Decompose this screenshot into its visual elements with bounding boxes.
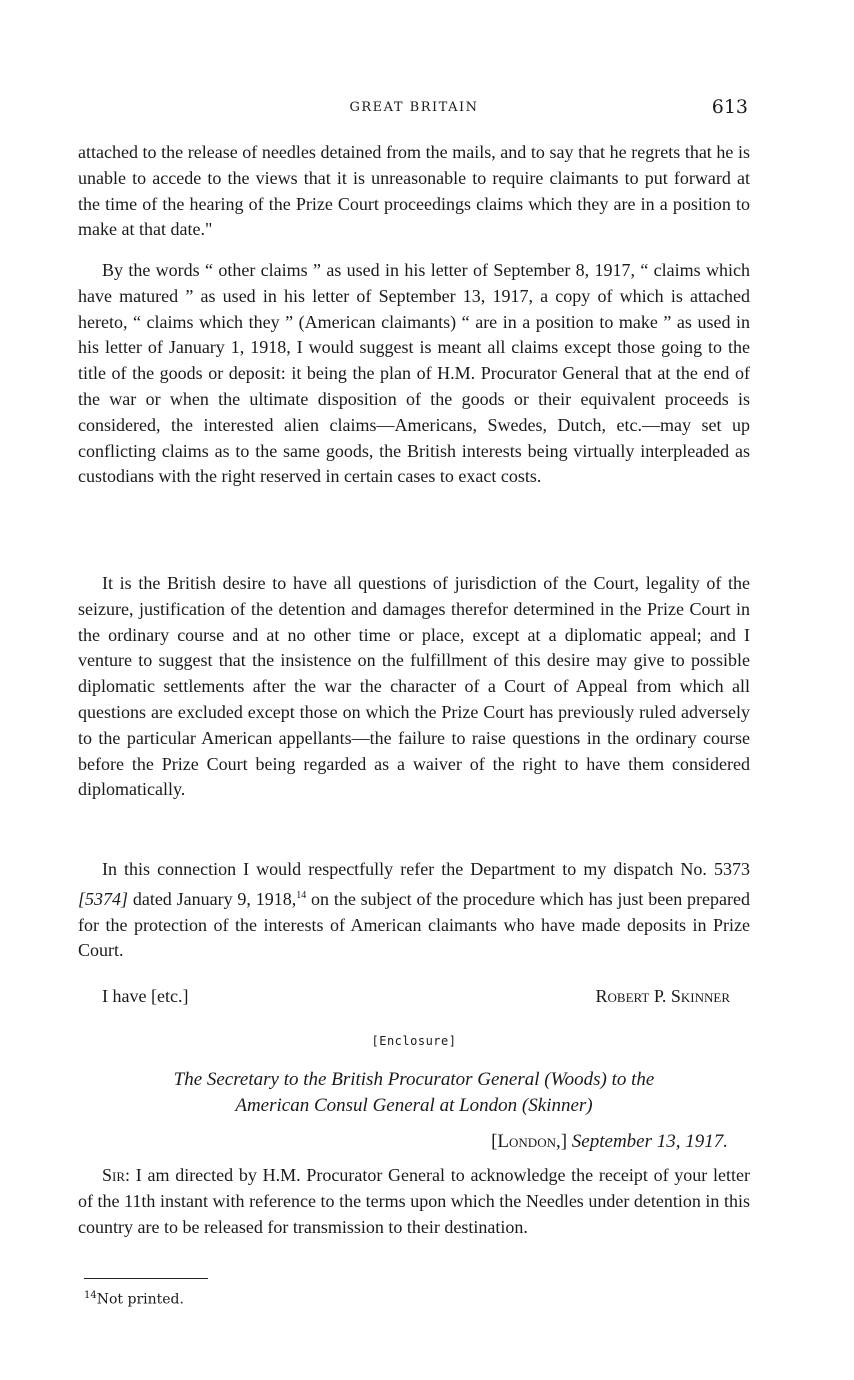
salutation: Sir (102, 1165, 126, 1185)
dateline (491, 1131, 728, 1153)
footnote-rule (84, 1278, 208, 1279)
dispatch-text-b: dated January 9, 1918, (128, 888, 297, 909)
letter-body (78, 1163, 750, 1240)
dispatch-text-a: In this connection I would respectfully refer the Department to my dispatch No. 5373 (102, 859, 750, 879)
closing-line: I have [etc.] (102, 986, 189, 1006)
paragraph-british-desire: It is the British desire to have all questions of jurisdiction of the Court, legality of the seizure, justification of the detention and damages therefor determined in the Prize Court in the ordinary course and at no other time or place, except at a diplomatic appeal; and I venture to suggest that the insistence on the fulfillment of this desire may give to possible diplomatic settlements after the war the character of a Court of Appeal from which all questions are excluded except those on which the Prize Court has previously ruled adversely to the particular American appellants—the failure to raise questions in the ordinary course before the Prize Court being regarded as a waiver of the right to have them considered diplomatically. (78, 573, 750, 800)
paragraph-dispatch-reference (78, 857, 750, 964)
paragraph-other-claims: By the words “ other claims ” as used in his letter of September 8, 1917, “ claims which have matured ” as used in his letter of September 13, 1917, a copy of which is attached hereto, “ claims which they ” (American claimants) “ are in a position to make ” as used in his letter of January 1, 1918, I would suggest is meant all claims except those going to the title of the goods or deposit: it being the plan of H.M. Procurator General that at the end of the war or when the ultimate disposition of the goods or their equivalent proceeds is considered, the interested alien claims—Americans, Swedes, Dutch, etc.—may set up conflicting claims as to the same goods, the British interests being virtually interpleaded as custodians with the right reserved in certain cases to exact costs. (78, 260, 750, 487)
enclosure-heading-line-1: The Secretary to the British Procurator General (Woods) to the (173, 1069, 655, 1090)
signature-name: Robert P. Skinner (595, 986, 730, 1006)
footnote-number: 14 (84, 1290, 97, 1301)
dateline-date: September 13, 1917. (571, 1131, 728, 1152)
letter-body-text: : I am directed by H.M. Procurator General to acknowledge the receipt of your letter of the 11th instant with reference to the terms upon which the Needles under detention in this country are to be released for transmission to their destination. (78, 1165, 750, 1237)
footnote (84, 1290, 184, 1308)
paragraph-continued: attached to the release of needles detained from the mails, and to say that he regrets that he is unable to accede to the views that it is unreasonable to require claimants to put forward at the time of the hearing of the Prize Court proceedings claims which they are in a position to make at that date." (78, 142, 750, 240)
enclosure-heading-line-2: American Consul General at London (Skinner) (235, 1095, 593, 1116)
footnote-text: Not printed. (96, 1291, 184, 1308)
page-number: 613 (711, 96, 748, 118)
running-head (78, 96, 750, 120)
dispatch-number-corrected: [5374] (78, 888, 129, 909)
dispatch-text-c: on the subject of the procedure which has just been prepared for the protection of the interests of American claimants who have made deposits in Prize Court. (78, 888, 750, 961)
running-head-title: GREAT BRITAIN (349, 100, 479, 115)
footnote-marker: 14 (296, 889, 307, 901)
dateline-place: [London,] (491, 1131, 568, 1152)
enclosure-label: [Enclosure] (371, 1034, 457, 1048)
